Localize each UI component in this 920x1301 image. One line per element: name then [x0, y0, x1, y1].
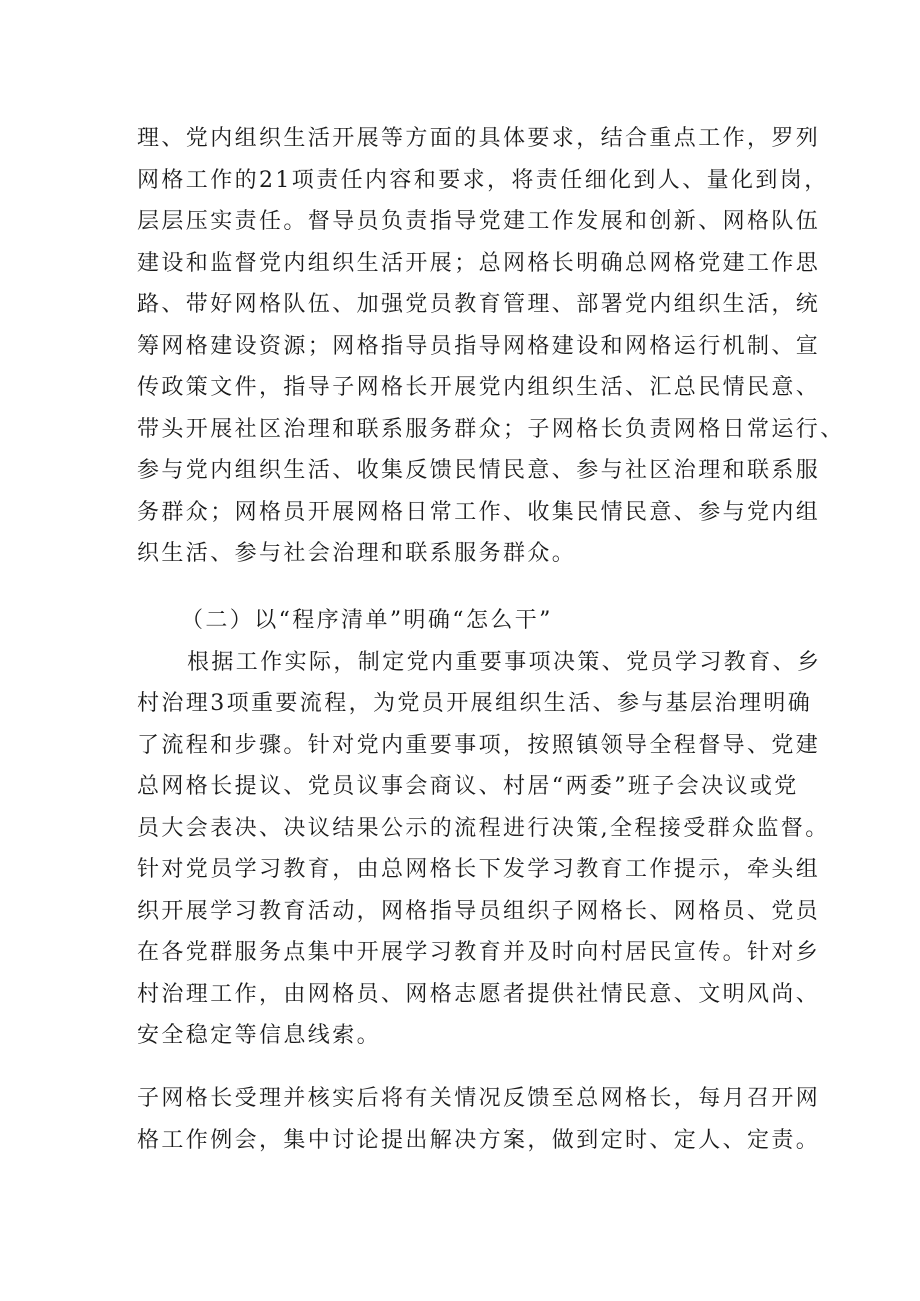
text-line: 安全稳定等信息线索。 [137, 1023, 382, 1048]
text-line: 务群众；网格员开展网格日常工作、收集民情民意、参与党内组 [137, 499, 821, 525]
text-line: 层层压实责任。督导员负责指导党建工作发展和创新、网格队伍 [137, 209, 821, 234]
text-line: 员大会表决、决议结果公示的流程进行决策,全程接受群众监督。 [137, 815, 830, 841]
text-line: 织开展学习教育活动，网格指导员组织子网格长、网格员、党员 [137, 898, 821, 924]
text-line: 理、党内组织生活开展等方面的具体要求，结合重点工作，罗列 [137, 126, 821, 151]
text-line: 路、带好网格队伍、加强党员教育管理、部署党内组织生活，统 [137, 292, 821, 317]
paragraph-procedures [137, 600, 830, 1057]
text-line: 针对党员学习教育，由总网格长下发学习教育工作提示，牵头组 [137, 857, 821, 882]
text-line: 参与党内组织生活、收集反馈民情民意、参与社区治理和联系服 [137, 458, 821, 483]
text-line: 村治理工作，由网格员、网格志愿者提供社情民意、文明风尚、 [137, 981, 821, 1007]
text-line: 传政策文件，指导子网格长开展党内组织生活、汇总民情民意、 [137, 375, 821, 400]
paragraph-followup [137, 1078, 821, 1161]
text-line: 根据工作实际，制定党内重要事项决策、党员学习教育、乡 [187, 649, 822, 675]
text-line: 在各党群服务点集中开展学习教育并及时向村居民宣传。针对乡 [137, 940, 821, 965]
text-line: 织生活、参与社会治理和联系服务群众。 [137, 541, 577, 566]
text-line: 了流程和步骤。针对党内重要事项，按照镇领导全程督导、党建 [137, 732, 821, 758]
text-line: 村治理3项重要流程，为党员开展组织生活、参与基层治理明确 [137, 691, 813, 716]
paragraph-responsibilities [137, 118, 845, 575]
text-line: 网格工作的21项责任内容和要求，将责任细化到人、量化到岗， [137, 167, 829, 193]
text-line: 建设和监督党内组织生活开展；总网格长明确总网格党建工作思 [137, 250, 821, 276]
text-line: 子网格长受理并核实后将有关情况反馈至总网格长，每月召开网 [137, 1086, 821, 1111]
section-heading: （二）以“程序清单”明确“怎么干” [181, 608, 553, 633]
text-line: 总网格长提议、党员议事会商议、村居“两委”班子会决议或党 [137, 774, 799, 799]
text-line: 筹网格建设资源；网格指导员指导网格建设和网格运行机制、宣 [137, 333, 821, 359]
text-line: 格工作例会，集中讨论提出解决方案，做到定时、定人、定责。 [137, 1127, 821, 1153]
text-line: 带头开展社区治理和联系服务群众；子网格长负责网格日常运行、 [137, 416, 845, 442]
